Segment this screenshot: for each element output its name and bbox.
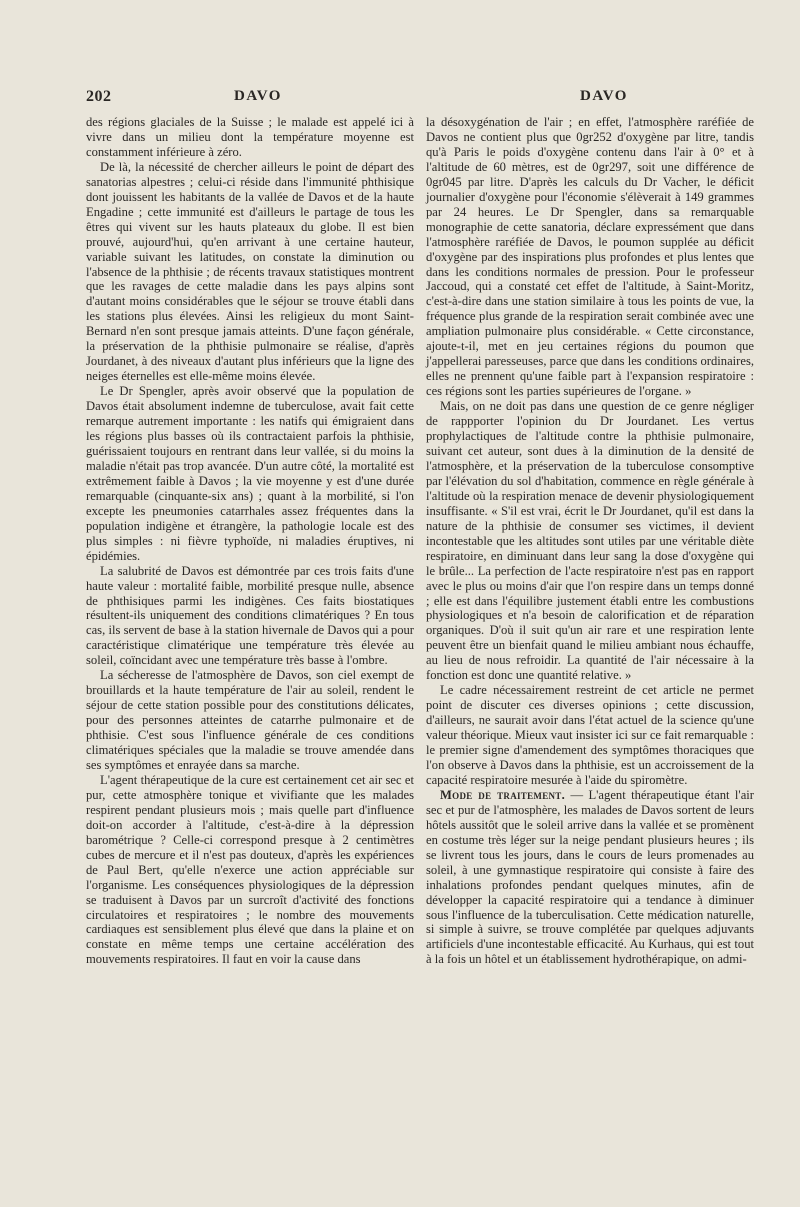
paragraph: De là, la nécessité de chercher ailleurs le point de départ des sanatorias alpestres ; celui-ci réside dans l'immunité phthisique dont jouissent les habitants de la vallée de Davos et de la haute Engadine ; cette immunité est d'ailleurs le partage de tous les êtres qui vivent sur les hauts plateaux du globe. Il est bien prouvé, aujourd'hui, qu'en arrivant à une certaine hauteur, variable suivant les latitudes, on constate la diminution ou l'absence de la phthisie ; de récents travaux statistiques montrent que les ravages de cette maladie dans les pays alpins sont d'autant moins considérables que le séjour se trouve établi dans les stations plus élevées. Ainsi les religieux du mont Saint-Bernard n'en sont presque jamais atteints. D'une façon générale, la préservation de la phthisie pulmonaire se réalise, d'après Jourdanet, à des niveaux d'autant plus inférieurs que la ligne des neiges éternelles est elle-même moins élevée. [86,159,414,384]
paragraph: Le Dr Spengler, après avoir observé que la population de Davos était absolument indemne de tuberculose, avait fait cette remarque autrement importante : les natifs qui émigraient dans les régions plus basses où ils contractaient parfois la phthisie, guérissaient toujours en rentrant dans leur vallée, si du moins la maladie n'était pas trop avancée. D'un autre côté, la mortalité est extrêmement faible à Davos ; la vie moyenne y est d'une durée remarquable (cinquante-six ans) ; quant à la morbilité, si l'on excepte les pneumonies catarrhales assez fréquentes dans la population indigène et étrangère, la pathologie locale est des plus simples : ni fièvre typhoïde, ni maladies éruptives, ni épidémies. [86,384,414,563]
paragraph: la désoxygénation de l'air ; en effet, l'atmosphère raréfiée de Davos ne contient plus que 0gr252 d'oxygène par litre, tandis qu'à Paris le poids d'oxygène contenu dans l'air à 0° et à l'altitude de 60 mètres, est de 0gr297, soit une différence de 0gr045 par litre. D'après les calculs du Dr Vacher, le déficit journalier d'oxygène pour l'économie s'élèverait à 149 grammes par 24 heures. Le Dr Spengler, dans sa remarquable monographie de cette sanatoria, déclare expressément que dans l'atmosphère raréfiée de Davos, le poumon supplée au déficit d'oxygène par des inspirations plus profondes et plus lentes que dans les conditions normales de pression. Pour le professeur Jaccoud, qui a constaté cet effet de l'altitude, à Saint-Moritz, c'est-à-dire dans une station similaire à tous les points de vue, la fréquence plus grande de la respiration serait combinée avec une ampliation pulmonaire plus considérable. « Cette circonstance, ajoute-t-il, met en jeu certaines régions du poumon que j'appellerai paresseuses, parce que dans les conditions ordinaires, elles ne prennent qu'une faible part à l'expansion respiratoire : ces régions sont les parties supérieures de l'organe. » [426,115,754,399]
right-column [426,115,754,967]
left-column [86,115,414,967]
treatment-text: — L'agent thérapeutique étant l'air sec et pur de l'atmosphère, les malades de Davos sortent de leurs hôtels aussitôt que le soleil arrive dans la vallée et se promènent en costume très léger sur la neige pendant plusieurs heures ; ils se livrent tous les jours, dans le cours de leurs promenades au soleil, à une gymnastique respiratoire qui consiste à faire des inhalations profondes pendant quelques minutes, afin de développer la capacité respiratoire qui a tendance à diminuer sous l'influence de la tuberculisation. Cette médication naturelle, si simple à suivre, se trouve complétée par quelques adjuvants artificiels d'une incontestable efficacité. Au Kurhaus, qui est tout à la fois un hôtel et un établissement hydrothérapique, on admi- [426,787,754,967]
paragraph: L'agent thérapeutique de la cure est certainement cet air sec et pur, cette atmosphère tonique et vivifiante que les malades respirent pendant plusieurs mois ; mais quelle part d'influence doit-on accorder à l'altitude, c'est-à-dire à la dépression barométrique ? Celle-ci correspond presque à 2 centimètres cubes de mercure et il n'est pas douteux, d'après les expériences de Paul Bert, qu'elle n'exerce une action appréciable sur l'organisme. Les conséquences physiologiques de la dépression se traduisent à Davos par un surcroît d'activité des fonctions circulatoires et respiratoires ; le nombre des mouvements cardiaques est sensiblement plus élevé que dans la plaine et on constate en même temps une certaine accélération des mouvements respiratoires. Il faut en voir la cause dans [86,772,414,967]
paragraph: des régions glaciales de la Suisse ; le malade est appelé ici à vivre dans un milieu dont la température moyenne est constamment inférieure à zéro. [86,115,414,159]
page-number: 202 [86,88,112,105]
treatment-paragraph [426,788,754,967]
section-heading: Mode de traitement. [440,787,566,802]
paragraph: La salubrité de Davos est démontrée par ces trois faits d'une haute valeur : mortalité faible, morbilité presque nulle, absence de phthisiques parmi les indigènes. Ces faits biostatiques résultent-ils uniquement des conditions climatériques ? En tous cas, ils servent de base à la station hivernale de Davos qui a pour caractéristique climatérique une température très élevée au soleil, coïncidant avec une température très basse à l'ombre. [86,563,414,668]
paragraph: Le cadre nécessairement restreint de cet article ne permet point de discuter ces diverses opinions ; cette discussion, d'ailleurs, ne saurait avoir dans l'état actuel de la science qu'une valeur théorique. Mieux vaut insister ici sur ce fait remarquable : le premier signe d'amendement des symptômes thoraciques que l'on observe à Davos dans la phthisie, est un accroissement de la capacité respiratoire mesurée à l'aide du spiromètre. [426,683,754,787]
paragraph: La sécheresse de l'atmosphère de Davos, son ciel exempt de brouillards et la haute température de l'air au soleil, rendent le séjour de cette station possible pour des constitutions délicates, pour des personnes atteintes de catarrhe pulmonaire et de phthisie. C'est sous l'influence générale de ces conditions climatériques spéciales que la maladie se trouve amendée dans ses symptômes et enrayée dans sa marche. [86,668,414,772]
paragraph: Mais, on ne doit pas dans une question de ce genre négliger de rappporter l'opinion du Dr Jourdanet. Les vertus prophylactiques de l'altitude contre la phthisie pulmonaire, suivant cet auteur, sont dues à la diminution de la densité de l'atmosphère, et la préservation de la tuberculose consomptive par l'élévation du sol d'habitation, commence en règle générale à l'altitude où la respiration menace de devenir physiologiquement insuffisante. « S'il est vrai, écrit le Dr Jourdanet, qu'il est dans la nature de la phthisie de consumer ses victimes, il devient incontestable que les altitudes sont utiles par une véritable diète respiratoire, en diminuant dans leur sang la dose d'oxygène qui le brûle... La perfection de l'acte respiratoire n'est pas en rapport avec le plus ou moins d'air que l'on respire dans un temps donné ; elle est dans l'équilibre justement établi entre les combustions physiologiques et n'a besoin de calorification et de réparation organiques. D'où il suit qu'un air rare et une respiration lente peuvent être un bienfait quand le milieu ambiant nous échauffe, au lieu de nous refroidir. La quantité de l'air nécessaire à la fonction est donc une quantité relative. » [426,399,754,683]
running-head-right: DAVO [580,88,628,104]
page-header [86,88,754,110]
running-head-left: DAVO [234,88,282,104]
